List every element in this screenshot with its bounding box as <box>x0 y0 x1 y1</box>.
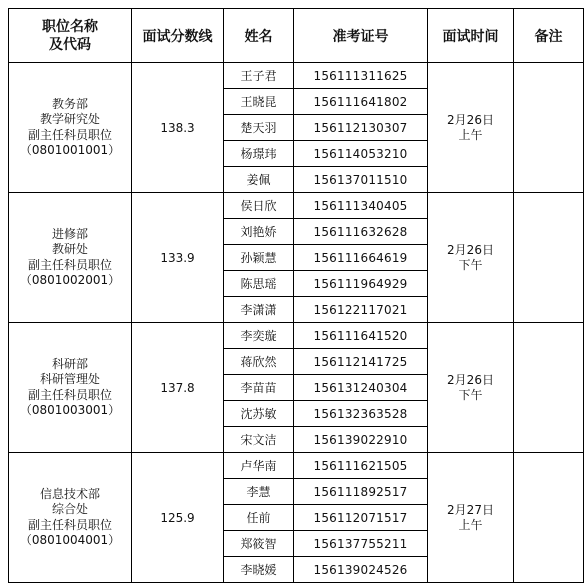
ticket-number: 156111641520 <box>294 323 428 349</box>
position-line: 副主任科员职位 <box>27 127 112 142</box>
candidate-name: 陈思瑶 <box>224 271 294 297</box>
interview-time <box>428 193 514 323</box>
remark-cell <box>514 193 584 323</box>
header-name: 姓名 <box>224 9 294 63</box>
interview-time-line: 下午 <box>458 387 483 402</box>
interview-time-line: 2月27日 <box>447 502 494 517</box>
position-line: （0801004001） <box>19 533 121 547</box>
interview-time-line: 2月26日 <box>447 112 494 127</box>
position-cell <box>9 453 132 583</box>
position-line: 科研管理处 <box>39 372 100 386</box>
candidate-name: 侯日欣 <box>224 193 294 219</box>
table-body <box>9 63 584 583</box>
candidate-name: 楚天羽 <box>224 115 294 141</box>
interview-time-line: 2月26日 <box>447 242 494 257</box>
candidate-name: 蒋欣然 <box>224 349 294 375</box>
position-line: 教研处 <box>51 242 88 256</box>
candidate-name: 任前 <box>224 505 294 531</box>
ticket-number: 156111641802 <box>294 89 428 115</box>
ticket-number: 156111632628 <box>294 219 428 245</box>
candidate-name: 卢华南 <box>224 453 294 479</box>
interview-time-line: 2月26日 <box>447 372 494 387</box>
header-position <box>9 9 132 63</box>
position-line: 副主任科员职位 <box>27 517 112 532</box>
candidate-name: 李苗苗 <box>224 375 294 401</box>
remark-cell <box>514 453 584 583</box>
position-line: 教学研究处 <box>39 112 100 126</box>
table-row <box>9 193 584 219</box>
cutoff-score: 137.8 <box>132 323 224 453</box>
interview-time <box>428 63 514 193</box>
candidate-name: 姜佩 <box>224 167 294 193</box>
position-line: （0801003001） <box>19 403 121 417</box>
ticket-number: 156137755211 <box>294 531 428 557</box>
ticket-number: 156139024526 <box>294 557 428 583</box>
header-position-line2: 及代码 <box>49 36 91 53</box>
position-line: 副主任科员职位 <box>27 387 112 402</box>
ticket-number: 156111964929 <box>294 271 428 297</box>
candidate-name: 郑筱智 <box>224 531 294 557</box>
ticket-number: 156132363528 <box>294 401 428 427</box>
candidate-name: 杨璟玮 <box>224 141 294 167</box>
interview-time-line: 下午 <box>458 257 483 272</box>
ticket-number: 156131240304 <box>294 375 428 401</box>
ticket-number: 156111621505 <box>294 453 428 479</box>
candidate-name: 王晓昆 <box>224 89 294 115</box>
interview-time <box>428 453 514 583</box>
interview-table <box>8 8 584 583</box>
ticket-number: 156111892517 <box>294 479 428 505</box>
cutoff-score: 138.3 <box>132 63 224 193</box>
ticket-number: 156114053210 <box>294 141 428 167</box>
position-line: 进修部 <box>51 226 88 241</box>
position-line: （0801002001） <box>19 273 121 287</box>
remark-cell <box>514 63 584 193</box>
position-cell <box>9 323 132 453</box>
position-line: 综合处 <box>51 502 88 516</box>
position-cell <box>9 63 132 193</box>
ticket-number: 156122117021 <box>294 297 428 323</box>
ticket-number: 156111340405 <box>294 193 428 219</box>
candidate-name: 刘艳娇 <box>224 219 294 245</box>
candidate-name: 李潇潇 <box>224 297 294 323</box>
ticket-number: 156111664619 <box>294 245 428 271</box>
header-row <box>9 9 584 63</box>
candidate-name: 宋文洁 <box>224 427 294 453</box>
position-line: 教务部 <box>51 96 88 111</box>
ticket-number: 156139022910 <box>294 427 428 453</box>
header-time: 面试时间 <box>428 9 514 63</box>
position-line: 信息技术部 <box>39 486 100 501</box>
header-remark: 备注 <box>514 9 584 63</box>
position-line: 科研部 <box>51 356 88 371</box>
header-cutoff: 面试分数线 <box>132 9 224 63</box>
table-row <box>9 323 584 349</box>
candidate-name: 沈苏敏 <box>224 401 294 427</box>
ticket-number: 156112071517 <box>294 505 428 531</box>
ticket-number: 156112141725 <box>294 349 428 375</box>
candidate-name: 王子君 <box>224 63 294 89</box>
remark-cell <box>514 323 584 453</box>
interview-time-line: 上午 <box>458 127 483 142</box>
header-ticket: 准考证号 <box>294 9 428 63</box>
header-position-line1: 职位名称 <box>42 18 98 35</box>
ticket-number: 156112130307 <box>294 115 428 141</box>
candidate-name: 孙颖慧 <box>224 245 294 271</box>
table-row <box>9 453 584 479</box>
cutoff-score: 133.9 <box>132 193 224 323</box>
interview-time-line: 上午 <box>458 517 483 532</box>
table-row <box>9 63 584 89</box>
ticket-number: 156137011510 <box>294 167 428 193</box>
ticket-number: 156111311625 <box>294 63 428 89</box>
position-cell <box>9 193 132 323</box>
cutoff-score: 125.9 <box>132 453 224 583</box>
interview-time <box>428 323 514 453</box>
candidate-name: 李晓媛 <box>224 557 294 583</box>
position-line: 副主任科员职位 <box>27 257 112 272</box>
candidate-name: 李奕璇 <box>224 323 294 349</box>
candidate-name: 李慧 <box>224 479 294 505</box>
position-line: （0801001001） <box>19 143 121 157</box>
